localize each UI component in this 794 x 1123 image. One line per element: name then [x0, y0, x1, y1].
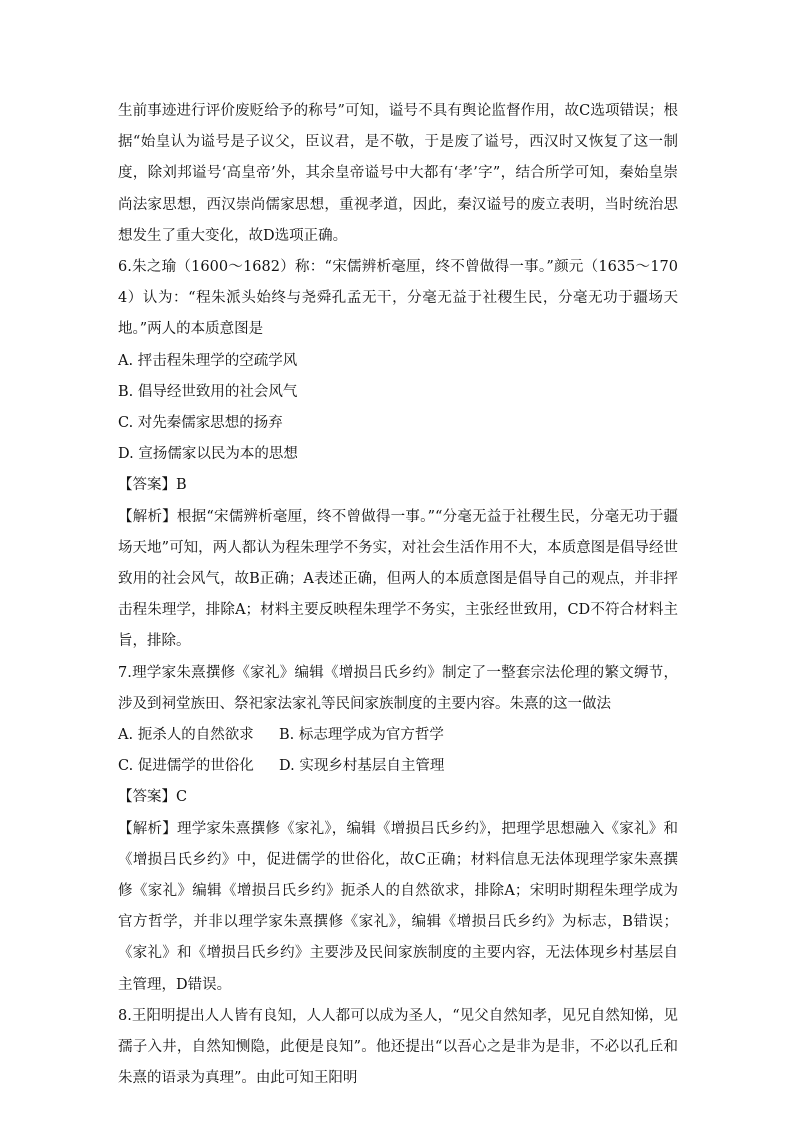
- question-6-stem: 6.朱之瑜（1600～1682）称：“宋儒辨析毫厘，终不曾做得一事。”颜元（1635～1704）认为：“程朱派头始终与尧舜孔孟无干，分毫无益于社稷生民，分毫无功于疆场天地。”两人的本质意图是: [118, 259, 678, 338]
- answer-value: B: [176, 477, 187, 494]
- answer-label: 【答案】: [118, 789, 176, 806]
- previous-analysis-continuation: 生前事迹进行评价废贬给予的称号”可知，谥号不具有舆论监督作用，故C选项错误；根据“始皇认为谥号是子议父，臣议君，是不敬，于是废了谥号，西汉时又恢复了这一制度，除刘邦谥号‘高皇帝’外，其余皇帝谥号中大都有‘孝’字”，结合所学可知，秦始皇崇尚法家思想，西汉崇尚儒家思想，重视孝道，因此，秦汉谥号的废立表明，当时统治思想发生了重大变化，故D选项正确。: [118, 103, 678, 244]
- analysis-text: 根据“宋儒辨析毫厘，终不曾做得一事。”“分毫无益于社稷生民，分毫无功于疆场天地”可知，两人都认为程朱理学不务实，对社会生活作用不大，本质意图是倡导经世致用的社会风气，故B正确；A表述正确，但两人的本质意图是倡导自己的观点，并非抨击程朱理学，排除A；材料主要反映程朱理学不务实，主张经世致用，CD不符合材料主旨，排除。: [118, 508, 678, 650]
- question-8-stem: 8.王阳明提出人人皆有良知，人人都可以成为圣人，“见父自然知孝，见兄自然知悌，见孺子入井，自然知恻隐，此便是良知”。他还提出“以吾心之是非为是非，不必以孔丘和朱熹的语录为真理”。由此可知王阳明: [118, 1007, 678, 1087]
- question-7-option-a: A. 扼杀人的自然欲求: [118, 727, 254, 744]
- question-7-answer: [118, 782, 678, 813]
- question-6-answer: [118, 470, 678, 501]
- question-6-option-c: C. 对先秦儒家思想的扬弃: [118, 415, 283, 432]
- question-7-option-b: B. 标志理学成为官方哲学: [279, 727, 444, 744]
- question-7-options-row-1: [118, 720, 678, 751]
- document-page: [118, 96, 678, 1095]
- answer-value: C: [176, 789, 188, 806]
- question-7-options-row-2: [118, 751, 678, 782]
- question-7-option-c: C. 促进儒学的世俗化: [118, 758, 254, 775]
- analysis-label: 【解析】: [118, 820, 177, 837]
- question-7-option-d: D. 实现乡村基层自主管理: [279, 758, 445, 775]
- question-8: [118, 1001, 678, 1095]
- question-6: [118, 252, 678, 658]
- question-7-stem: 7.理学家朱熹撰修《家礼》编辑《增损吕氏乡约》制定了一整套宗法伦理的繁文缛节，涉及到祠堂族田、祭祀家法家礼等民间家族制度的主要内容。朱熹的这一做法: [118, 664, 678, 712]
- analysis-text: 理学家朱熹撰修《家礼》，编辑《增损吕氏乡约》，把理学思想融入《家礼》和《增损吕氏乡约》中，促进儒学的世俗化，故C正确；材料信息无法体现理学家朱熹撰修《家礼》编辑《增损吕氏乡约》扼杀人的自然欲求，排除A；宋明时期程朱理学成为官方哲学，并非以理学家朱熹撰修《家礼》，编辑《增损吕氏乡约》为标志，B错误；《家礼》和《增损吕氏乡约》主要涉及民间家族制度的主要内容，无法体现乡村基层自主管理，D错误。: [118, 820, 679, 993]
- answer-label: 【答案】: [118, 477, 176, 494]
- question-6-option-a: A. 抨击程朱理学的空疏学风: [118, 352, 298, 369]
- question-6-option-b: B. 倡导经世致用的社会风气: [118, 383, 298, 400]
- question-7: [118, 658, 678, 1001]
- question-7-analysis: [118, 814, 678, 1001]
- analysis-label: 【解析】: [118, 508, 177, 525]
- question-6-option-d: D. 宣扬儒家以民为本的思想: [118, 446, 298, 463]
- question-6-analysis: [118, 502, 678, 658]
